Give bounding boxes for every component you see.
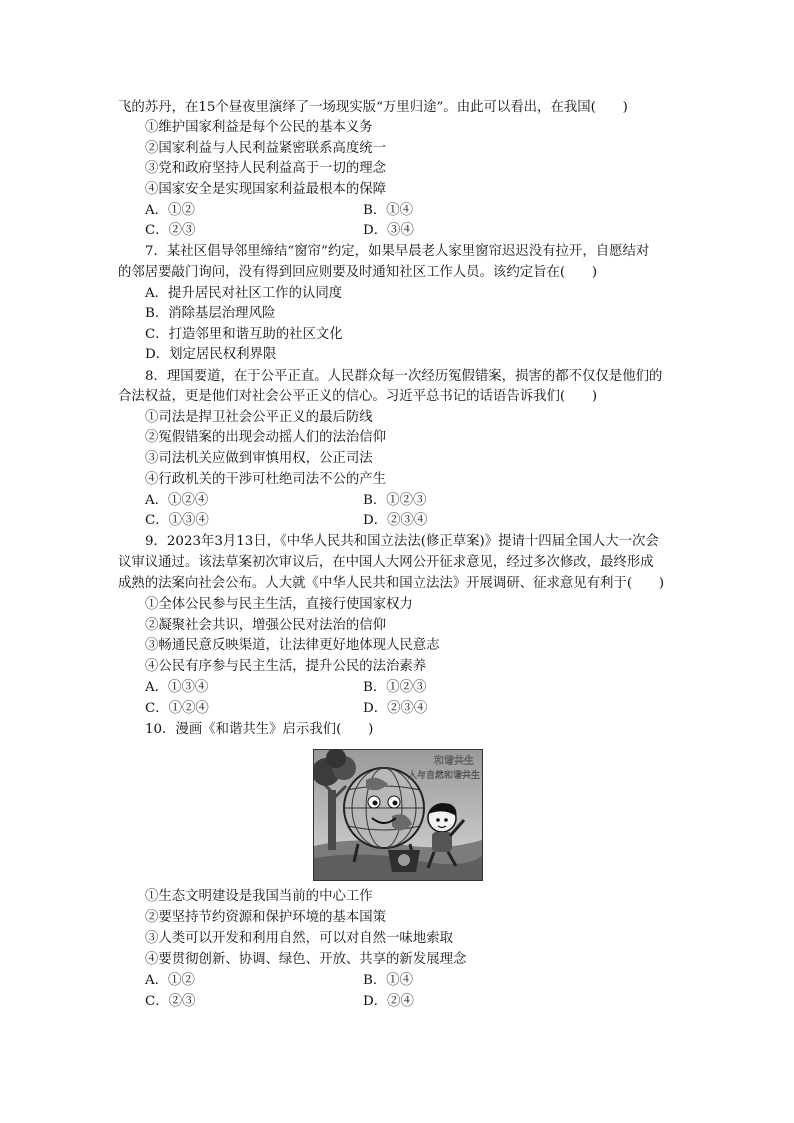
q8-item-3: ③司法机关应做到审慎用权，公正司法 (145, 451, 373, 466)
cartoon-harmonious-coexistence (313, 749, 483, 881)
q10-option-a: A．①② (145, 973, 195, 988)
q10-item-2: ②要坚持节约资源和保护环境的基本国策 (145, 910, 387, 925)
q8-stem-line-2: 合法权益，更是他们对社会公平正义的信心。习近平总书记的话语告诉我们( ) (118, 389, 598, 404)
q6-item-3: ③党和政府坚持人民利益高于一切的理念 (145, 161, 387, 176)
q10-option-d: D．②④ (363, 994, 414, 1009)
q8-item-1: ①司法是捍卫社会公平正义的最后防线 (145, 410, 373, 425)
q7-stem-line-2: 的邻居要敲门询问，没有得到回应则要及时通知社区工作人员。该约定旨在( ) (118, 265, 598, 280)
q10-item-3: ③人类可以开发和利用自然，可以对自然一味地索取 (145, 931, 453, 946)
q10-item-1: ①生态文明建设是我国当前的中心工作 (145, 889, 373, 904)
q10-item-4: ④要贯彻创新、协调、绿色、开放、共享的新发展理念 (145, 952, 467, 967)
q6-stem: 飞的苏丹，在15个昼夜里演绎了一场现实版“万里归途”。由此可以看出，在我国( ) (118, 100, 628, 115)
q9-option-a: A．①③④ (145, 680, 209, 695)
q9-option-b: B．①②③ (363, 680, 427, 695)
q8-option-c: C．①③④ (145, 513, 209, 528)
q10-option-c: C．②③ (145, 994, 196, 1009)
q8-option-b: B．①②③ (363, 493, 427, 508)
q7-option-a: A．提升居民对社区工作的认同度 (145, 286, 343, 301)
q6-item-2: ②国家利益与人民利益紧密联系高度统一 (145, 141, 387, 156)
q9-item-2: ②凝聚社会共识，增强公民对法治的信仰 (145, 618, 387, 633)
q9-item-4: ④公民有序参与民主生活，提升公民的法治素养 (145, 659, 427, 674)
q8-stem-line-1: 8．理国要道，在于公平正直。人民群众每一次经历冤假错案，损害的都不仅仅是他们的 (145, 369, 663, 384)
q6-option-c: C．②③ (145, 223, 196, 238)
q7-stem-line-1: 7．某社区倡导邻里缔结“窗帘”约定，如果早晨老人家里窗帘迟迟没有拉开，自愿结对 (145, 244, 650, 259)
q6-option-d: D．③④ (363, 223, 414, 238)
q7-option-d: D．划定居民权利界限 (145, 347, 277, 362)
q8-item-4: ④行政机关的干涉可杜绝司法不公的产生 (145, 472, 387, 487)
basket-icon (388, 850, 420, 872)
q9-option-d: D．②③④ (363, 701, 428, 716)
q9-stem-line-2: 议审议通过。该法草案初次审议后，在中国人大网公开征求意见，经过多次修改，最终形成 (118, 555, 654, 570)
cartoon-illustration (314, 750, 482, 880)
cartoon-caption-line-1: 和谐共生 (434, 756, 474, 767)
q6-item-4: ④国家安全是实现国家利益最根本的保障 (145, 182, 387, 197)
q8-item-2: ②冤假错案的出现会动摇人们的法治信仰 (145, 430, 387, 445)
globe-character-icon (344, 768, 424, 862)
q9-stem-line-1: 9．2023年3月13日，《中华人民共和国立法法(修正草案)》提请十四届全国人大一次会 (145, 534, 659, 549)
q9-option-c: C．①②④ (145, 701, 209, 716)
q9-item-3: ③畅通民意反映渠道，让法律更好地体现人民意志 (145, 638, 440, 653)
q6-item-1: ①维护国家利益是每个公民的基本义务 (145, 120, 373, 135)
q7-option-b: B．消除基层治理风险 (145, 306, 276, 321)
q7-option-c: C．打造邻里和谐互助的社区文化 (145, 327, 343, 342)
q10-stem: 10．漫画《和谐共生》启示我们( ) (145, 722, 374, 737)
q8-option-d: D．②③④ (363, 513, 428, 528)
q9-stem-line-3: 成熟的法案向社会公布。人大就《中华人民共和国立法法》开展调研、征求意见有利于( ) (118, 576, 665, 591)
q8-option-a: A．①②④ (145, 493, 209, 508)
q6-option-a: A．①② (145, 203, 195, 218)
q6-option-b: B．①④ (363, 203, 414, 218)
cartoon-caption-line-2: 人与自然和谐共生 (407, 771, 481, 781)
q10-option-b: B．①④ (363, 973, 414, 988)
q9-item-1: ①全体公民参与民主生活，直接行使国家权力 (145, 597, 413, 612)
